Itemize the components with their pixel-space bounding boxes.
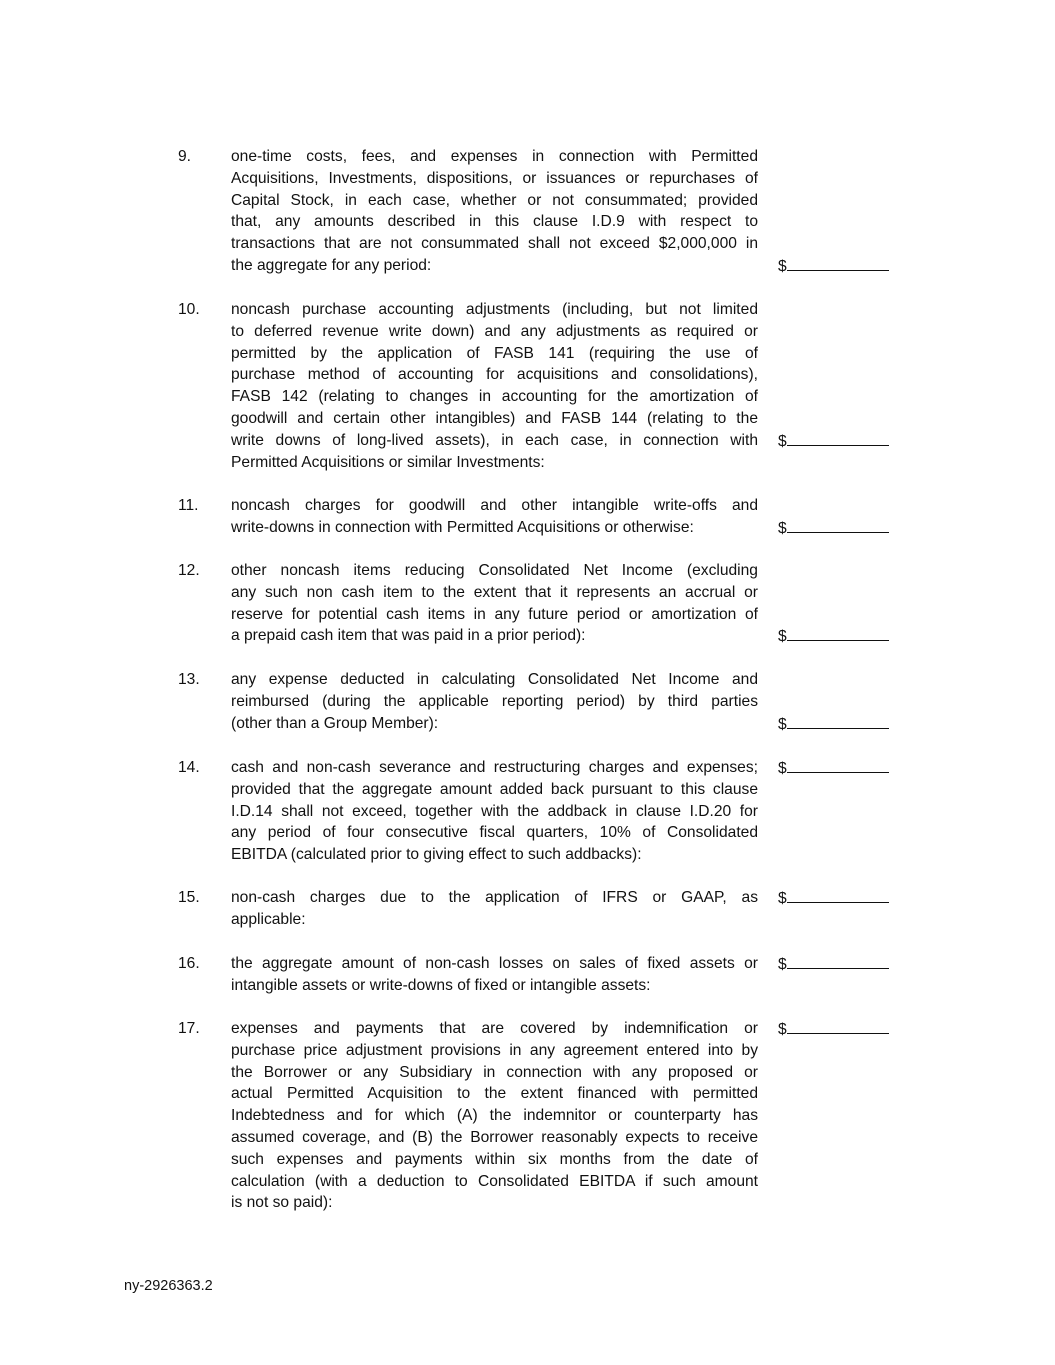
- item-number: 9.: [178, 148, 192, 165]
- amount-blank-line[interactable]: [787, 430, 889, 446]
- item-text-line: reimbursed (during the applicable reporting period) by third parties: [231, 692, 758, 710]
- item-text-line: to deferred revenue write down) and any adjustments as required or: [231, 322, 758, 340]
- item-text-line: other noncash items reducing Consolidated Net Income (excluding: [231, 562, 758, 579]
- item-text-line: I.D.14 shall not exceed, together with the addback in clause I.D.20 for: [231, 802, 758, 820]
- amount-blank-line[interactable]: [787, 1018, 889, 1034]
- item-text-line: expenses and payments that are covered by indemnification or: [231, 1020, 758, 1037]
- item-text-line: any such non cash item to the extent that it represents an accrual or: [231, 583, 758, 601]
- item-text-line: purchase method of accounting for acquisitions and consolidations),: [231, 366, 758, 384]
- item-text-line: reserve for potential cash items in any future period or amortization of: [231, 605, 758, 623]
- item-number: 11.: [178, 497, 199, 514]
- amount-field[interactable]: [778, 255, 890, 278]
- amount-blank-line[interactable]: [787, 255, 889, 271]
- currency-symbol: $: [778, 258, 787, 275]
- amount-blank-line[interactable]: [787, 517, 889, 533]
- currency-symbol: $: [778, 956, 787, 973]
- currency-symbol: $: [778, 890, 787, 907]
- amount-field[interactable]: [778, 625, 890, 648]
- item-number: 16.: [178, 955, 200, 972]
- item-text-line: assumed coverage, and (B) the Borrower reasonably expects to receive: [231, 1128, 758, 1146]
- item-text: [231, 887, 758, 931]
- amount-field[interactable]: [778, 1018, 890, 1041]
- amount-blank-line[interactable]: [787, 625, 889, 641]
- item-text-line: calculation (with a deduction to Consolidated EBITDA if such amount: [231, 1172, 758, 1190]
- item-text: [231, 299, 758, 473]
- item-text-line: Permitted Acquisitions or similar Investments:: [231, 453, 545, 471]
- amount-field[interactable]: [778, 713, 890, 736]
- item-text: [231, 953, 758, 997]
- item-text-line: intangible assets or write-downs of fixed or intangible assets:: [231, 976, 651, 994]
- amount-field[interactable]: [778, 430, 890, 453]
- amount-blank-line[interactable]: [787, 757, 889, 773]
- item-text-line: that, any amounts described in this clause I.D.9 with respect to: [231, 213, 758, 231]
- item-text-line: noncash purchase accounting adjustments (including, but not limited: [231, 301, 758, 318]
- amount-field[interactable]: [778, 887, 890, 910]
- currency-symbol: $: [778, 519, 787, 537]
- currency-symbol: $: [778, 432, 787, 450]
- item-text-line: transactions that are not consummated shall not exceed $2,000,000 in: [231, 235, 758, 253]
- item-text-line: such expenses and payments within six months from the date of: [231, 1150, 758, 1168]
- item-text-line: the Borrower or any Subsidiary in connection with any proposed or: [231, 1063, 758, 1081]
- item-text-line: FASB 142 (relating to changes in accounting for the amortization of: [231, 388, 758, 406]
- item-text-line: cash and non-cash severance and restructuring charges and expenses;: [231, 759, 758, 776]
- item-text: [231, 146, 758, 277]
- item-text-line: provided that the aggregate amount added back pursuant to this clause: [231, 780, 758, 798]
- item-text-line: write-downs in connection with Permitted Acquisitions or otherwise:: [231, 518, 694, 536]
- item-text: [231, 560, 758, 647]
- item-text: [231, 757, 758, 866]
- amount-field[interactable]: [778, 953, 890, 976]
- currency-symbol: $: [778, 715, 787, 733]
- item-text-line: Acquisitions, Investments, dispositions, or issuances or repurchases of: [231, 169, 758, 187]
- item-text: [231, 1018, 758, 1214]
- item-text-line: non-cash charges due to the application of IFRS or GAAP, as: [231, 889, 758, 906]
- item-text-line: purchase price adjustment provisions in any agreement entered into by: [231, 1041, 758, 1059]
- item-text-line: applicable:: [231, 910, 306, 928]
- amount-field[interactable]: [778, 757, 890, 780]
- amount-blank-line[interactable]: [787, 887, 889, 903]
- item-number: 12.: [178, 562, 200, 579]
- item-number: 15.: [178, 889, 200, 906]
- currency-symbol: $: [778, 628, 787, 646]
- item-text: [231, 495, 758, 539]
- item-number: 17.: [178, 1020, 200, 1037]
- item-number: 13.: [178, 671, 200, 688]
- item-number: 14.: [178, 759, 200, 776]
- amount-field[interactable]: [778, 517, 890, 540]
- currency-symbol: $: [778, 760, 787, 777]
- document-id: ny-2926363.2: [124, 1278, 213, 1294]
- item-text-line: Indebtedness and for which (A) the indemnitor or counterparty has: [231, 1107, 758, 1125]
- item-text-line: any expense deducted in calculating Consolidated Net Income and: [231, 671, 758, 688]
- item-number: 10.: [178, 301, 200, 318]
- item-text-line: EBITDA (calculated prior to giving effect to such addbacks):: [231, 846, 642, 864]
- item-text-line: a prepaid cash item that was paid in a prior period):: [231, 627, 586, 645]
- item-text-line: any period of four consecutive fiscal quarters, 10% of Consolidated: [231, 824, 758, 842]
- item-text-line: actual Permitted Acquisition to the extent financed with permitted: [231, 1085, 758, 1103]
- item-text-line: goodwill and certain other intangibles) and FASB 144 (relating to the: [231, 409, 758, 427]
- item-text-line: one-time costs, fees, and expenses in connection with Permitted: [231, 148, 758, 165]
- item-text-line: Capital Stock, in each case, whether or not consummated; provided: [231, 191, 758, 209]
- item-text: [231, 669, 758, 734]
- amount-blank-line[interactable]: [787, 713, 889, 729]
- item-text-line: is not so paid):: [231, 1194, 333, 1212]
- item-text-line: permitted by the application of FASB 141 (requiring the use of: [231, 344, 758, 362]
- item-text-line: the aggregate for any period:: [231, 256, 432, 274]
- currency-symbol: $: [778, 1021, 787, 1038]
- item-text-line: noncash charges for goodwill and other intangible write-offs and: [231, 497, 758, 514]
- item-text-line: (other than a Group Member):: [231, 714, 439, 732]
- item-text-line: write downs of long-lived assets), in each case, in connection with: [231, 431, 758, 449]
- item-text-line: the aggregate amount of non-cash losses on sales of fixed assets or: [231, 955, 758, 972]
- amount-blank-line[interactable]: [787, 953, 889, 969]
